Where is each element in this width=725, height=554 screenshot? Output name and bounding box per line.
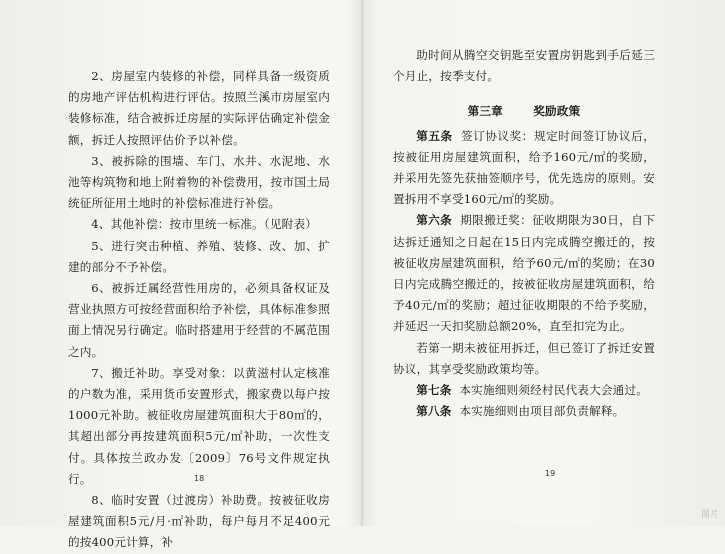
page-left [0,0,362,550]
paragraph-3: 3、被拆除的围墙、车门、水井、水泥地、水池等构筑物和地上附着物的补偿费用，按市国土局统征所征用土地时的补偿标准进行补偿。 [68,153,330,211]
article-6-text: 期限搬迁奖：征收期限为30日，自下达拆迁通知之日起在15日内完成腾空搬迁的，按被征收房屋建筑面积，给予60元/㎡的奖励；在30日内完成腾空搬迁的，按被征收房屋建筑面积，给予40元/㎡的奖励；超过征收期限的不给予奖励，并延迟一天扣奖励总额20%，直至扣完为止。 [393,213,655,334]
article-7 [393,380,655,401]
page-number-right: 19 [545,469,556,478]
watermark: 图片 [700,510,719,520]
article-5 [393,126,655,211]
article-7-label: 第七条 [416,383,452,398]
paragraph-5: 5、进行突击种植、养殖、装修、改、加、扩建的部分不予补偿。 [68,238,330,274]
article-7-text: 本实施细则须经村民代表大会通过。 [459,383,649,398]
article-5-text: 签订协议奖：规定时间签订协议后，按被征用房屋建筑面积，给予160元/㎡的奖励，并采用先签先获抽签顺序号，优先选房的原则。安置拆用不享受160元/㎡的奖励。 [393,128,655,207]
article-6 [393,210,655,337]
page-number-left: 18 [194,474,205,483]
right-page-body [393,45,655,422]
paragraph-7: 7、搬迁补助。享受对象：以黄滋村认定核准的户数为准，采用货币安置形式，搬家费以每户按1000元补助。被征收房屋建筑面积大于80㎡的，其超出部分再按建筑面积5元/㎡补助，一次性支付。具体按兰政办发〔2009〕76号文件规定执行。 [68,365,330,486]
article-8-label: 第八条 [416,404,452,419]
article-6-label: 第六条 [416,213,453,228]
article-8 [393,401,655,422]
paragraph-6: 6、被拆迁属经营性用房的，必须具备权证及营业执照方可按经营面积给予补偿，具体标准参照面上情况另行确定。临时搭建用于经营的不属范围之内。 [68,281,330,359]
page-right [363,0,725,526]
article-5-label: 第五条 [416,128,453,143]
paragraph-8: 8、临时安置（过渡房）补助费。按被征收房屋建筑面积5元/月·㎡补助，每户每月不足400元的按400元计算，补 [68,493,330,550]
continuation-paragraph: 助时间从腾空交钥匙至安置房钥匙到手后延三个月止，按季支付。 [393,48,655,84]
paragraph-4: 4、其他补偿：按市里统一标准。（见附表） [91,217,318,232]
chapter-heading [393,101,655,122]
chapter-number: 第三章 [467,104,503,119]
chapter-title: 奖励政策 [533,104,581,119]
article-8-text: 本实施细则由项目部负责解释。 [459,404,625,419]
paragraph-2: 2、房屋室内装修的补偿，同样具备一级资质的房地产评估机构进行评估。按照兰溪市房屋室内装修标准，结合被拆迁房屋的实际评估确定补偿金额，拆迁人按照评估价予以补偿。 [68,69,330,147]
note-paragraph: 若第一期未被征用拆迁，但已签订了拆迁安置协议，其享受奖励政策均等。 [393,340,655,376]
